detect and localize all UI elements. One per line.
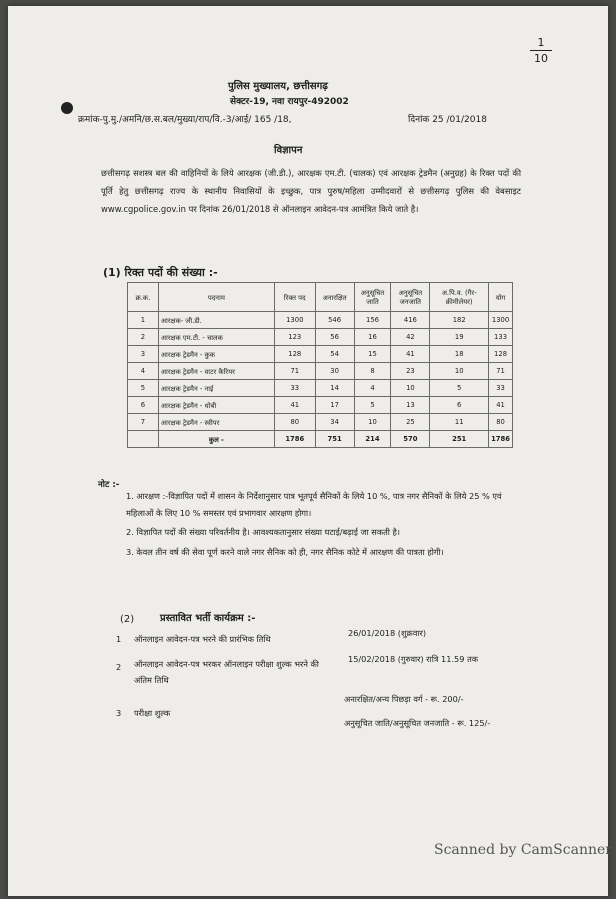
table-total-row bbox=[128, 431, 513, 448]
cell-serial: 3 bbox=[128, 346, 159, 363]
cell-sc: 214 bbox=[354, 431, 391, 448]
cell-obc: 5 bbox=[430, 380, 489, 397]
scanner-watermark: Scanned by CamScanner bbox=[434, 842, 612, 858]
cell-post: आरक्षक ट्रेडमैन - धोबी bbox=[158, 397, 274, 414]
cell-vacant: 128 bbox=[274, 346, 315, 363]
cell-unreserved: 14 bbox=[315, 380, 354, 397]
cell-obc: 251 bbox=[430, 431, 489, 448]
note-item: 2. विज्ञापित पदों की संख्या परिवर्तनीय है। आवश्यकतानुसार संख्या घटाई/बढ़ाई जा सकती है। bbox=[126, 527, 400, 537]
schedule-number: (2) bbox=[120, 614, 135, 625]
table-row bbox=[128, 380, 513, 397]
cell-total: 71 bbox=[489, 363, 513, 380]
col-st: अनुसूचित जनजाति bbox=[391, 283, 430, 312]
cell-serial: 7 bbox=[128, 414, 159, 431]
cell-post: आरक्षक एम.टी. - चालक bbox=[158, 329, 274, 346]
col-post: पदनाम bbox=[158, 283, 274, 312]
schedule-item-value: अनारक्षित/अन्य पिछड़ा वर्ग - रू. 200/- bbox=[344, 694, 464, 704]
issue-date: दिनांक 25 /01/2018 bbox=[408, 115, 487, 125]
vacancy-table bbox=[127, 282, 513, 448]
table-row bbox=[128, 397, 513, 414]
cell-vacant: 71 bbox=[274, 363, 315, 380]
cell-vacant: 80 bbox=[274, 414, 315, 431]
cell-sc: 156 bbox=[354, 312, 391, 329]
cell-total: 80 bbox=[489, 414, 513, 431]
cell-sc: 8 bbox=[354, 363, 391, 380]
page-number-top: 1 bbox=[537, 36, 545, 49]
cell-total: 133 bbox=[489, 329, 513, 346]
cell-post: आरक्षक ट्रेडमैन - कुक bbox=[158, 346, 274, 363]
cell-post: आरक्षक ट्रेडमैन - नाई bbox=[158, 380, 274, 397]
cell-sc: 16 bbox=[354, 329, 391, 346]
cell-unreserved: 546 bbox=[315, 312, 354, 329]
cell-unreserved: 34 bbox=[315, 414, 354, 431]
schedule-item-label: ऑनलाइन आवेदन-पत्र भरकर ऑनलाइन परीक्षा शुल्क भरने की अंतिम तिथि bbox=[134, 659, 319, 685]
cell-total: 41 bbox=[489, 397, 513, 414]
cell-st: 570 bbox=[391, 431, 430, 448]
vacancy-header-row bbox=[128, 283, 513, 312]
cell-unreserved: 54 bbox=[315, 346, 354, 363]
schedule-item-label: ऑनलाइन आवेदन-पत्र भरने की प्रारंभिक तिथि bbox=[134, 634, 271, 644]
office-name: पुलिस मुख्यालय, छत्तीसगढ़ bbox=[228, 81, 328, 92]
cell-total: 33 bbox=[489, 380, 513, 397]
cell-unreserved: 30 bbox=[315, 363, 354, 380]
schedule-item-no: 2 bbox=[116, 662, 122, 672]
cell-unreserved: 751 bbox=[315, 431, 354, 448]
schedule-item-no: 3 bbox=[116, 708, 122, 718]
table-row bbox=[128, 312, 513, 329]
cell-obc: 11 bbox=[430, 414, 489, 431]
cell-st: 42 bbox=[391, 329, 430, 346]
cell-serial: 5 bbox=[128, 380, 159, 397]
cell-total: 128 bbox=[489, 346, 513, 363]
cell-post: आरक्षक ट्रेडमैन - स्वीपर bbox=[158, 414, 274, 431]
advertisement-title: विज्ञापन bbox=[274, 145, 303, 156]
cell-vacant: 1786 bbox=[274, 431, 315, 448]
cell-serial: 4 bbox=[128, 363, 159, 380]
col-sc: अनुसूचित जाति bbox=[354, 283, 391, 312]
cell-serial: 2 bbox=[128, 329, 159, 346]
cell-obc: 19 bbox=[430, 329, 489, 346]
cell-serial: 6 bbox=[128, 397, 159, 414]
cell-serial bbox=[128, 431, 159, 448]
col-unreserved: अनारक्षित bbox=[315, 283, 354, 312]
cell-vacant: 33 bbox=[274, 380, 315, 397]
col-serial: क्र.क. bbox=[128, 283, 159, 312]
cell-total: 1300 bbox=[489, 312, 513, 329]
office-address: सेक्टर-19, नवा रायपुर-492002 bbox=[230, 97, 349, 107]
schedule-item-no: 1 bbox=[116, 634, 122, 644]
table-row bbox=[128, 414, 513, 431]
cell-total: 1786 bbox=[489, 431, 513, 448]
schedule-item-value: 26/01/2018 (शुक्रवार) bbox=[348, 628, 427, 638]
schedule-item-value-2: अनुसूचित जाति/अनुसूचित जनजाति - रू. 125/- bbox=[344, 718, 491, 728]
cell-st: 41 bbox=[391, 346, 430, 363]
cell-obc: 182 bbox=[430, 312, 489, 329]
page-number-bottom: 10 bbox=[534, 52, 548, 65]
table-row bbox=[128, 329, 513, 346]
cell-vacant: 123 bbox=[274, 329, 315, 346]
cell-st: 23 bbox=[391, 363, 430, 380]
table-row bbox=[128, 346, 513, 363]
document-page bbox=[8, 6, 612, 896]
col-total: योग bbox=[489, 283, 513, 312]
cell-vacant: 41 bbox=[274, 397, 315, 414]
cell-st: 10 bbox=[391, 380, 430, 397]
cell-st: 416 bbox=[391, 312, 430, 329]
cell-total-label: कुल - bbox=[158, 431, 274, 448]
vacancy-heading: (1) रिक्त पदों की संख्या :- bbox=[103, 266, 218, 279]
schedule-item-value: 15/02/2018 (गुरुवार) रात्रि 11.59 तक bbox=[348, 654, 479, 664]
cell-sc: 10 bbox=[354, 414, 391, 431]
note-item: 1. आरक्षण :-विज्ञापित पदों में शासन के निर्देशानुसार पात्र भूतपूर्व सैनिकों के लिये 10 %, पात्र नगर सैनिकों के लिये 25 % एवं महिलाओं के लिए 10 % समस्तर एवं प्रभागवार आरक्षण होगा। bbox=[126, 491, 502, 518]
cell-st: 13 bbox=[391, 397, 430, 414]
cell-sc: 15 bbox=[354, 346, 391, 363]
punch-hole bbox=[61, 102, 73, 114]
col-obc: अ.पि.व. (गैर-क्रीमीलेयर) bbox=[430, 283, 489, 312]
cell-vacant: 1300 bbox=[274, 312, 315, 329]
cell-sc: 4 bbox=[354, 380, 391, 397]
notes-label: नोट :- bbox=[98, 480, 120, 490]
schedule-item-label: परीक्षा शुल्क bbox=[134, 708, 171, 718]
table-row bbox=[128, 363, 513, 380]
cell-serial: 1 bbox=[128, 312, 159, 329]
cell-obc: 18 bbox=[430, 346, 489, 363]
cell-post: आरक्षक ट्रेडमैन - वाटर कैरियर bbox=[158, 363, 274, 380]
schedule-heading: प्रस्तावित भर्ती कार्यक्रम :- bbox=[160, 613, 256, 624]
cell-st: 25 bbox=[391, 414, 430, 431]
note-item: 3. केवल तीन वर्ष की सेवा पूर्ण करने वाले नगर सैनिक को ही, नगर सैनिक कोटे में आरक्षण की पात्रता होगी। bbox=[126, 547, 444, 557]
cell-unreserved: 17 bbox=[315, 397, 354, 414]
page-number bbox=[530, 36, 552, 65]
cell-unreserved: 56 bbox=[315, 329, 354, 346]
cell-post: आरक्षक- जी.डी. bbox=[158, 312, 274, 329]
cell-sc: 5 bbox=[354, 397, 391, 414]
cell-obc: 10 bbox=[430, 363, 489, 380]
intro-paragraph: छत्तीसगढ़ सशस्त्र बल की वाहिनियों के लिये आरक्षक (जी.डी.), आरक्षक एम.टी. (चालक) एवं आरक्षक ट्रेडमैन (अनुग्रह) के रिक्त पदों की पूर्ति हेतु छत्तीसगढ़ राज्य के स्थानीय निवासियों के इच्छुक, पात्र पुरुष/महिला उम्मीदवारों से छत्तीसगढ़ पुलिस की वेबसाइट www.cgpolice.gov.in पर दिनांक 26/01/2018 से ऑनलाइन आवेदन-पत्र आमंत्रित किये जाते है। bbox=[101, 168, 521, 214]
cell-obc: 6 bbox=[430, 397, 489, 414]
col-vacant: रिक्त पद bbox=[274, 283, 315, 312]
reference-number: क्रमांक-पु.मु./अमनि/छ.स.बल/मुख्या/राप/वि.-3/आई/ 165 /18, bbox=[78, 115, 292, 125]
